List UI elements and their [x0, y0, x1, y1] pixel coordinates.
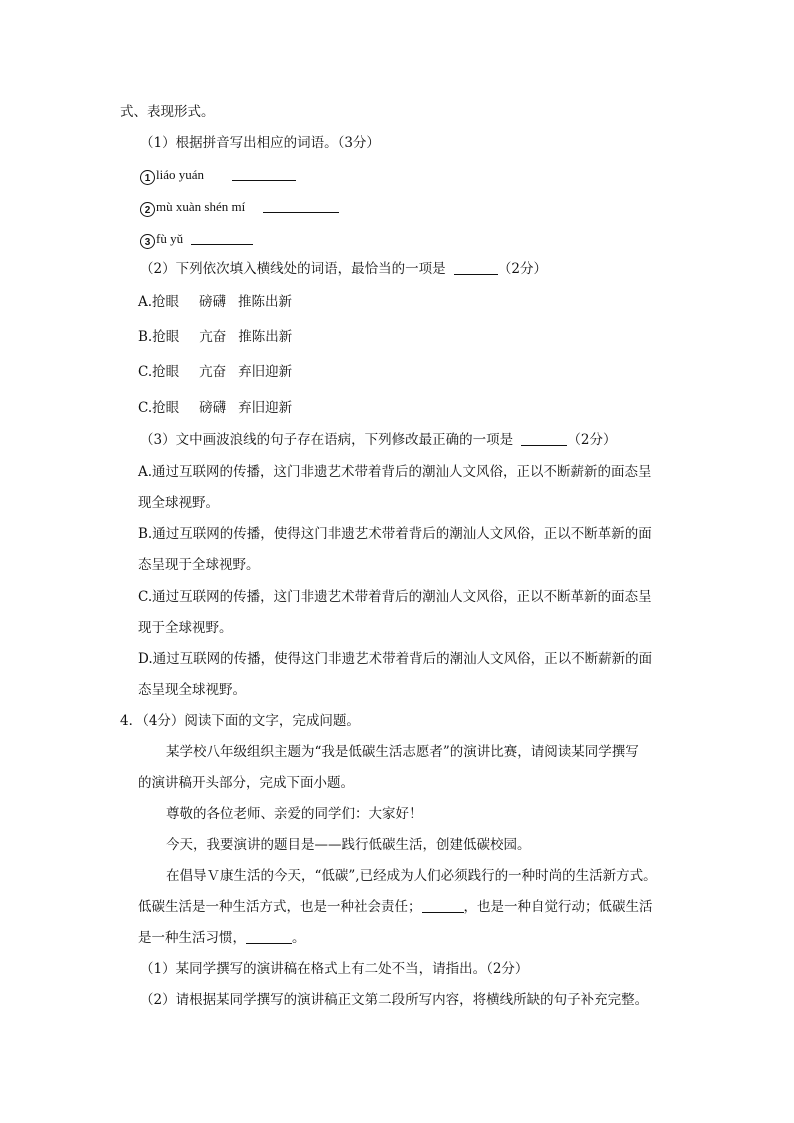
- pinyin-text: mù xuàn shén mí: [156, 199, 246, 214]
- option-a-line1[interactable]: A.通过互联网的传播，这门非遗艺术带着背后的潮汕人文风俗，正以不断薪新的面态呈: [138, 464, 652, 480]
- option-a-line2: 现全球视野。: [138, 495, 219, 511]
- option-c-line1[interactable]: C.通过互联网的传播，这门非遗艺术带着背后的潮汕人文风俗，正以不断革新的面态呈: [138, 589, 652, 605]
- question-3-prompt: （3）文中画波浪线的句子存在语病，下列修改最正确的一项是 （2分）: [140, 432, 617, 448]
- speech-topic: 今天，我要演讲的题目是——践行低碳生活，创建低碳校园。: [166, 837, 531, 853]
- pinyin-item-3: [140, 229, 253, 249]
- circled-number-1-icon: 1: [140, 170, 155, 185]
- option-c[interactable]: C.抢眼 亢奋 弃旧迎新: [138, 364, 293, 380]
- option-a[interactable]: A.抢眼 磅礴 推陈出新: [138, 294, 293, 310]
- option-c-line2: 现于全球视野。: [138, 620, 233, 636]
- answer-blank[interactable]: [422, 898, 464, 913]
- pinyin-text: liáo yuán: [156, 167, 205, 182]
- option-d-line2: 态呈现全球视野。: [138, 682, 246, 698]
- answer-blank[interactable]: [263, 198, 339, 213]
- question-1-prompt: （1）根据拼音写出相应的词语。（3分）: [140, 135, 380, 151]
- pinyin-text: fù yǔ: [156, 231, 184, 246]
- reading-line: 某学校八年级组织主题为“我是低碳生活志愿者”的演讲比赛，请阅读某同学撰写: [166, 744, 639, 760]
- answer-blank[interactable]: [521, 431, 567, 446]
- speech-paragraph: 低碳生活是一种生活方式，也是一种社会责任； ，也是一种自觉行动；低碳生活: [138, 899, 653, 915]
- answer-blank[interactable]: [246, 929, 292, 944]
- option-b-line2: 态呈现于全球视野。: [138, 557, 260, 573]
- sub-question-2: （2）请根据某同学撰写的演讲稿正文第二段所写内容，将横线所缺的句子补充完整。: [140, 992, 649, 1008]
- pinyin-item-2: [140, 197, 339, 217]
- pinyin-item-1: [140, 165, 296, 185]
- answer-blank[interactable]: [191, 230, 253, 245]
- speech-paragraph: 是一种生活习惯， 。: [138, 930, 306, 946]
- option-d[interactable]: C.抢眼 磅礴 弃旧迎新: [138, 400, 293, 416]
- answer-blank[interactable]: [454, 260, 498, 275]
- continued-text: 式、表现形式。: [120, 104, 215, 120]
- option-d-line1[interactable]: D.通过互联网的传播，使得这门非遗艺术带着背后的潮汕人文风俗，正以不断薪新的面: [138, 651, 653, 667]
- sub-question-1: （1）某同学撰写的演讲稿在格式上有二处不当，请指出。（2分）: [140, 961, 529, 977]
- speech-paragraph: 在倡导Ｖ康生活的今天，“低碳”,已经成为人们必须践行的一种时尚的生活新方式。: [166, 868, 657, 884]
- circled-number-2-icon: 2: [140, 202, 155, 217]
- question-4-heading: 4．（4分）阅读下面的文字，完成问题。: [120, 713, 360, 729]
- question-2-prompt: （2）下列依次填入横线处的词语，最恰当的一项是 （2分）: [140, 261, 547, 277]
- option-b[interactable]: B.抢眼 亢奋 推陈出新: [138, 329, 293, 345]
- option-b-line1[interactable]: B.通过互联网的传播，使得这门非遗艺术带着背后的潮汕人文风俗，正以不断革新的面: [138, 526, 652, 542]
- speech-greeting: 尊敬的各位老师、亲爱的同学们：大家好！: [166, 806, 423, 822]
- reading-line: 的演讲稿开头部分，完成下面小题。: [138, 775, 354, 791]
- circled-number-3-icon: 3: [140, 234, 155, 249]
- answer-blank[interactable]: [232, 166, 296, 181]
